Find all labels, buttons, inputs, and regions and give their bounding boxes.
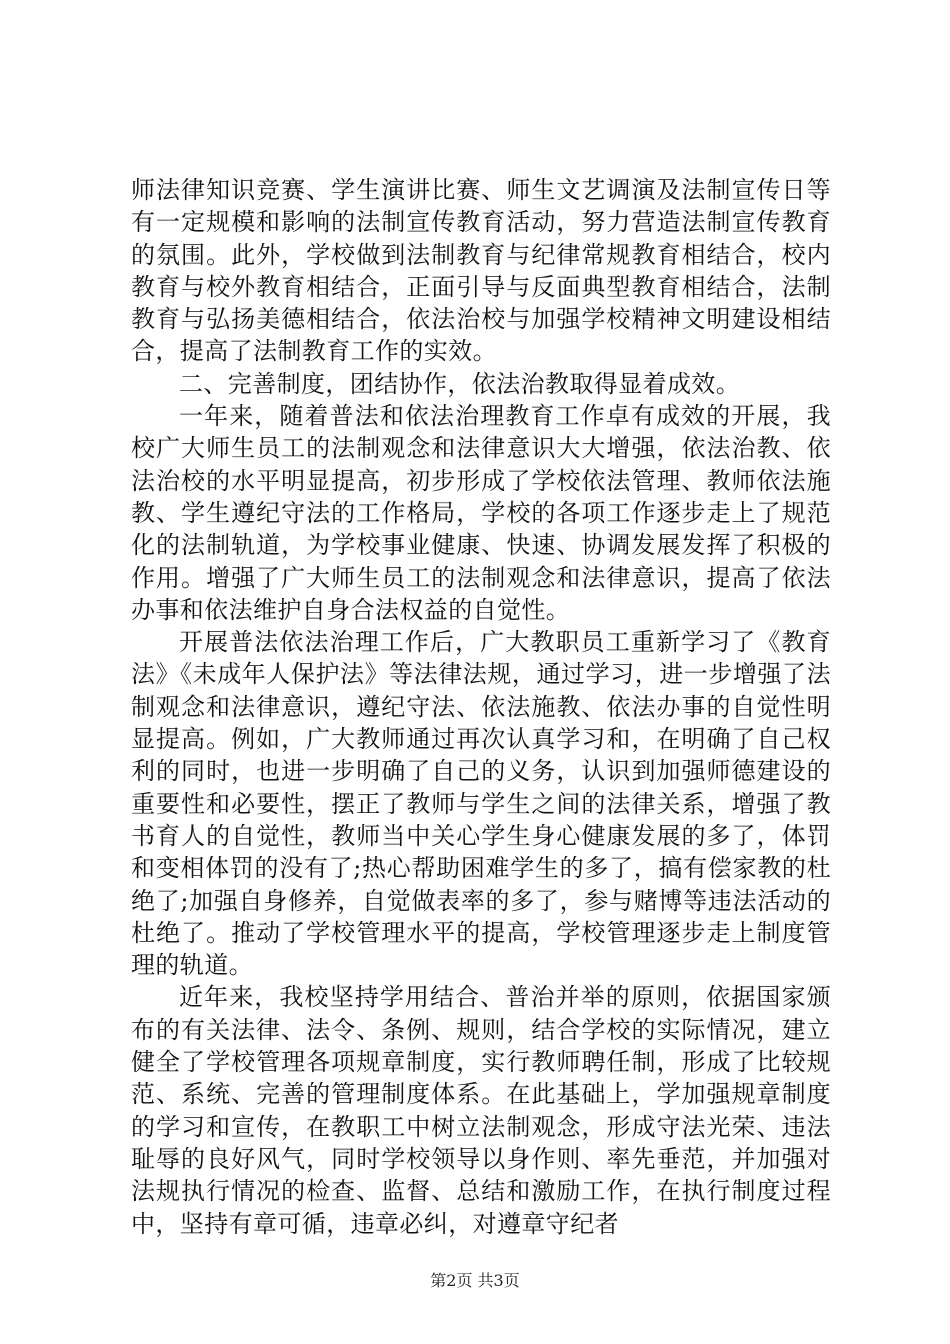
document-body <box>131 174 831 1240</box>
paragraph-5: 近年来，我校坚持学用结合、普治并举的原则，依据国家颁布的有关法律、法令、条例、规则，结合学校的实际情况，建立健全了学校管理各项规章制度，实行教师聘任制，形成了比较规范、系统、完善的管理制度体系。在此基础上，学加强规章制度的学习和宣传，在教职工中树立法制观念，形成守法光荣、违法耻辱的良好风气，同时学校领导以身作则、率先垂范，并加强对法规执行情况的检查、监督、总结和激励工作，在执行制度过程中，坚持有章可循，违章必纠，对遵章守纪者 <box>131 983 831 1238</box>
page-number-footer: 第2页 共3页 <box>430 1271 520 1290</box>
paragraph-1: 师法律知识竞赛、学生演讲比赛、师生文艺调演及法制宣传日等有一定规模和影响的法制宣传教育活动，努力营造法制宣传教育的氛围。此外，学校做到法制教育与纪律常规教育相结合，校内教育与校外教育相结合，正面引导与反面典型教育相结合，法制教育与弘扬美德相结合，依法治校与加强学校精神文明建设相结合，提高了法制教育工作的实效。 <box>131 176 831 366</box>
paragraph-4: 开展普法依法治理工作后，广大教职员工重新学习了《教育法》《未成年人保护法》等法律法规，通过学习，进一步增强了法制观念和法律意识，遵纪守法、依法施教、依法办事的自觉性明显提高。例如，广大教师通过再次认真学习和，在明确了自己权利的同时，也进一步明确了自己的义务，认识到加强师德建设的重要性和必要性，摆正了教师与学生之间的法律关系，增强了教书育人的自觉性，教师当中关心学生身心健康发展的多了，体罚和变相体罚的没有了;热心帮助困难学生的多了，搞有偿家教的杜绝了;加强自身修养，自觉做表率的多了，参与赌博等违法活动的杜绝了。推动了学校管理水平的提高，学校管理逐步走上制度管理的轨道。 <box>131 628 831 980</box>
paragraph-3: 一年来，随着普法和依法治理教育工作卓有成效的开展，我校广大师生员工的法制观念和法律意识大大增强，依法治教、依法治校的水平明显提高，初步形成了学校依法管理、教师依法施教、学生遵纪守法的工作格局，学校的各项工作逐步走上了规范化的法制轨道，为学校事业健康、快速、协调发展发挥了积极的作用。增强了广大师生员工的法制观念和法律意识，提高了依法办事和依法维护自身合法权益的自觉性。 <box>131 402 831 624</box>
section-heading-2: 二、完善制度，团结协作，依法治教取得显着成效。 <box>179 369 741 398</box>
